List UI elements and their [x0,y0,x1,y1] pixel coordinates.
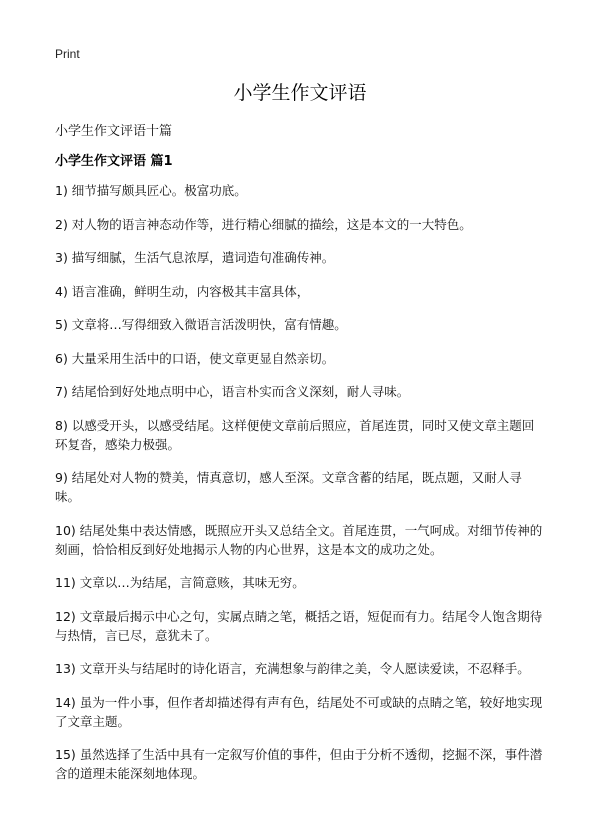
comment-item: 7) 结尾恰到好处地点明中心，语言朴实而含义深刻，耐人寻味。 [55,384,410,399]
comment-item: 13) 文章开头与结尾时的诗化语言，充满想象与韵律之美，令人愿读爱读，不忍释手。 [55,661,530,676]
comment-item: 9) 结尾处对人物的赞美，情真意切，感人至深。文章含蓄的结尾，既点题，又耐人寻味。 [55,470,522,504]
comment-item: 10) 结尾处集中表达情感，既照应开头又总结全文。首尾连贯，一气呵成。对细节传神的刻画，恰恰相反到好处地揭示人物的内心世界，这是本文的成功之处。 [55,522,543,557]
comment-item: 2) 对人物的语言神态动作等，进行精心细腻的描绘，这是本文的一大特色。 [55,216,472,232]
comment-item: 11) 文章以…为结尾，言简意赅，其味无穷。 [55,575,305,590]
page-title: 小学生作文评语 [233,82,367,104]
comment-item: 4) 语言准确，鲜明生动，内容极其丰富具体， [55,283,310,299]
comment-list [55,181,545,798]
section-heading: 小学生作文评语 篇1 [55,154,173,169]
comment-item: 15) 虽然选择了生活中具有一定叙写价值的事件，但由于分析不透彻，挖掘不深，事件潜含的道理未能深刻地体现。 [55,747,543,781]
print-link[interactable]: Print [55,47,80,61]
comment-item: 14) 虽为一件小事，但作者却描述得有声有色，结尾处不可或缺的点睛之笔，较好地实现了文章主题。 [55,694,543,729]
comment-item: 12) 文章最后揭示中心之句，实属点睛之笔，概括之语，短促而有力。结尾令人饱含期待与热情，言已尽，意犹未了。 [55,608,543,643]
comment-item: 1) 细节描写颇具匠心。极富功底。 [55,183,247,198]
comment-item: 8) 以感受开头，以感受结尾。这样便使文章前后照应，首尾连贯，同时又使文章主题回环复沓，感染力极强。 [55,417,535,452]
comment-item: 3) 描写细腻，生活气息浓厚，遣词造句准确传神。 [55,250,335,265]
comment-item: 5) 文章将…写得细致入微语言活泼明快，富有情趣。 [55,317,347,332]
document-subtitle: 小学生作文评语十篇 [55,124,173,139]
comment-item: 6) 大量采用生活中的口语，使文章更显自然亲切。 [55,350,335,366]
